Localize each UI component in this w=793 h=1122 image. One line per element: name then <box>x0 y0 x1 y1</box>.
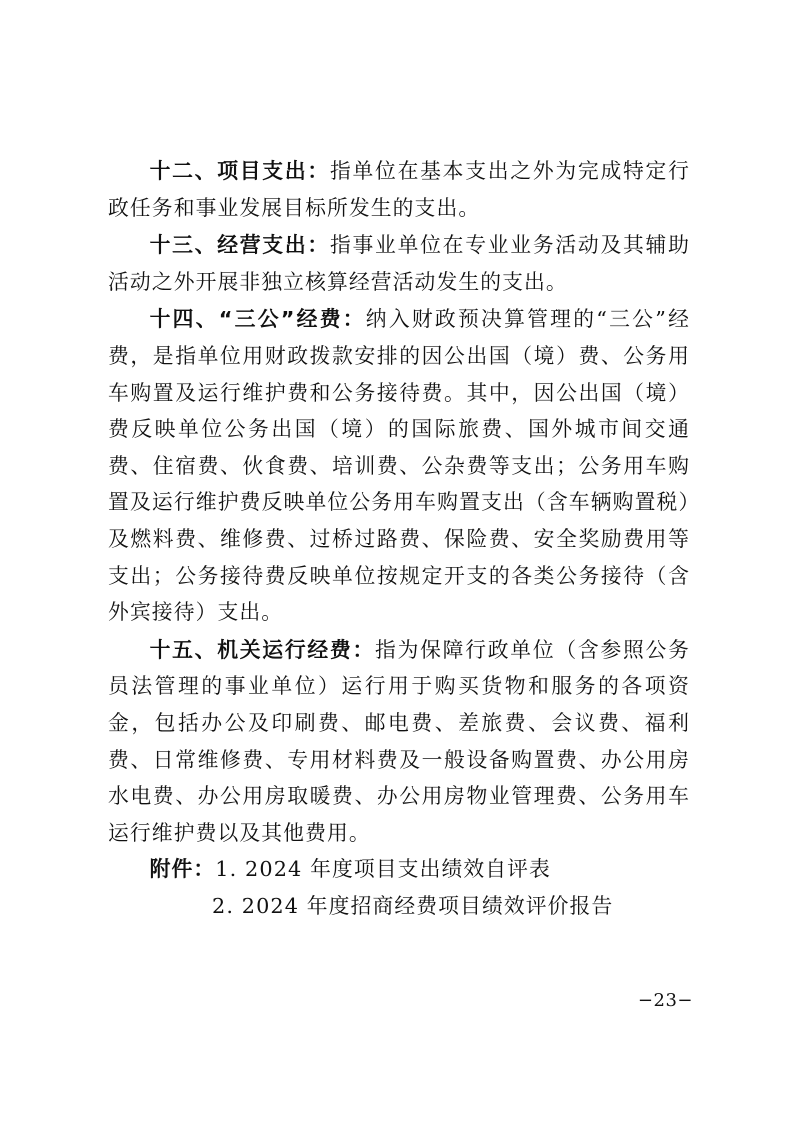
document-body <box>108 153 690 924</box>
term-agency-operating-funds: 十五、机关运行经费 <box>149 637 353 662</box>
term-operating-expenditure: 十三、经营支出 <box>149 233 308 258</box>
definition-operating-expenditure: 指事业单位在专业业务活动及其辅助活动之外开展非独立核算经营活动发生的支出。 <box>108 233 690 294</box>
term-three-public-expenses: 十四、“三公”经费 <box>149 307 343 332</box>
term-separator: ： <box>352 637 376 662</box>
attachment-item-1: 1. 2024 年度项目支出绩效自评表 <box>215 857 551 882</box>
attachment-line-1 <box>108 851 690 888</box>
term-separator: ： <box>307 159 330 183</box>
term-separator: ： <box>307 233 330 258</box>
paragraph-operating-expenditure <box>108 227 690 300</box>
paragraph-agency-operating-funds <box>108 632 690 852</box>
attachment-item-2: 2. 2024 年度招商经费项目绩效评价报告 <box>212 893 614 918</box>
term-project-expenditure: 十二、项目支出 <box>149 159 308 183</box>
attachment-line-2 <box>108 888 690 925</box>
term-separator: ： <box>342 307 366 332</box>
definition-project-expenditure: 指单位在基本支出之外为完成特定行政任务和事业发展目标所发生的支出。 <box>108 159 690 220</box>
paragraph-project-expenditure <box>108 153 690 226</box>
attachments-separator: ： <box>193 857 216 882</box>
definition-three-public-expenses: 纳入财政预决算管理的“三公”经费，是指单位用财政拨款安排的因公出国（境）费、公务用车购置及运行维护费和公务接待费。其中，因公出国（境）费反映单位公务出国（境）的国际旅费、国外城市间交通费、住宿费、伙食费、培训费、公杂费等支出；公务用车购置及运行维护费反映单位公务用车购置支出（含车辆购置税）及燃料费、维修费、过桥过路费、保险费、安全奖励费用等支出；公务接待费反映单位按规定开支的各类公务接待（含外宾接待）支出。 <box>108 307 690 625</box>
definition-agency-operating-funds: 指为保障行政单位（含参照公务员法管理的事业单位）运行用于购买货物和服务的各项资金，包括办公及印刷费、邮电费、差旅费、会议费、福利费、日常维修费、专用材料费及一般设备购置费、办公用房水电费、办公用房取暖费、办公用房物业管理费、公务用车运行维护费以及其他费用。 <box>108 637 690 845</box>
attachments-label: 附件 <box>149 857 194 882</box>
paragraph-three-public-expenses <box>108 301 690 630</box>
page-number: −23− <box>637 990 693 1011</box>
